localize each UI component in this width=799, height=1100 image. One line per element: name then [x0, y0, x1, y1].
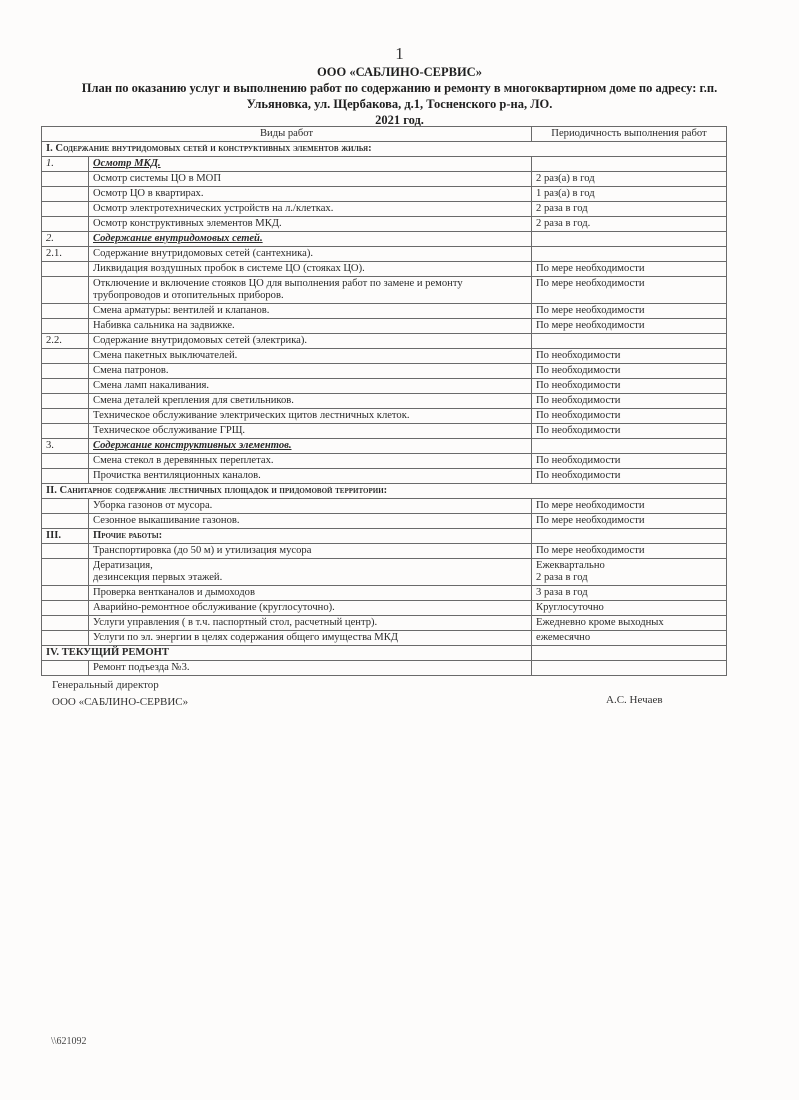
work-cell: Ремонт подъезда №3. [89, 661, 532, 676]
period-cell: По необходимости [532, 424, 727, 439]
table-row [42, 349, 727, 364]
period-cell: По мере необходимости [532, 262, 727, 277]
subsection-3-row [42, 439, 727, 454]
work-cell [89, 559, 532, 586]
work-cell: Услуги управления ( в т.ч. паспортный стол, расчетный центр). [89, 616, 532, 631]
table-row [42, 277, 727, 304]
table-row [42, 262, 727, 277]
period-cell: По необходимости [532, 394, 727, 409]
subsection-title: Осмотр МКД. [93, 158, 161, 169]
table-row [42, 187, 727, 202]
work-cell: Прочистка вентиляционных каналов. [89, 469, 532, 484]
table-header-row [42, 127, 727, 142]
work-cell: Смена арматуры: вентилей и клапанов. [89, 304, 532, 319]
subsection-title: Содержание внутридомовых сетей (сантехника). [89, 247, 532, 262]
section-1-title: I. Содержание внутридомовых сетей и конструктивных элементов жилья: [42, 142, 727, 157]
table-row [42, 364, 727, 379]
subsection-number: 3. [42, 439, 89, 454]
work-line-1: Дератизация, [93, 560, 153, 571]
page-number: 1 [395, 44, 404, 63]
work-cell: Осмотр электротехнических устройств на л./клетках. [89, 202, 532, 217]
work-cell: Транспортировка (до 50 м) и утилизация мусора [89, 544, 532, 559]
period-cell: По необходимости [532, 364, 727, 379]
table-row [42, 469, 727, 484]
table-row [42, 586, 727, 601]
work-cell: Набивка сальника на задвижке. [89, 319, 532, 334]
table-row [42, 217, 727, 232]
period-cell: По необходимости [532, 409, 727, 424]
table-row [42, 319, 727, 334]
table-row [42, 379, 727, 394]
subsection-number: 2.1. [42, 247, 89, 262]
period-cell: ежемесячно [532, 631, 727, 646]
work-cell: Уборка газонов от мусора. [89, 499, 532, 514]
work-cell: Смена стекол в деревянных переплетах. [89, 454, 532, 469]
signatory-position: Генеральный директор [52, 679, 159, 691]
section-3-title: Прочие работы: [89, 529, 532, 544]
subsection-number: 2.2. [42, 334, 89, 349]
period-cell: 1 раз(а) в год [532, 187, 727, 202]
period-cell: Ежедневно кроме выходных [532, 616, 727, 631]
period-cell: 3 раза в год [532, 586, 727, 601]
work-cell: Аварийно-ремонтное обслуживание (круглосуточно). [89, 601, 532, 616]
work-cell: Смена ламп накаливания. [89, 379, 532, 394]
work-cell: Ликвидация воздушных пробок в системе ЦО (стояках ЦО). [89, 262, 532, 277]
year: 2021 год. [375, 113, 424, 127]
work-cell: Услуги по эл. энергии в целях содержания общего имущества МКД [89, 631, 532, 646]
work-cell: Смена патронов. [89, 364, 532, 379]
period-cell: По мере необходимости [532, 304, 727, 319]
section-3-row [42, 529, 727, 544]
table-row [42, 454, 727, 469]
period-cell [532, 559, 727, 586]
period-cell: По мере необходимости [532, 277, 727, 304]
work-line-2: трубопроводов и отопительных приборов. [93, 290, 284, 301]
subsection-number: 2. [42, 232, 89, 247]
column-header-work: Виды работ [42, 127, 532, 142]
table-row [42, 424, 727, 439]
title-line-1: План по оказанию услуг и выполнению работ по содержанию и ремонту в многоквартирном доме по адресу: г.п. [81, 81, 718, 95]
work-cell: Техническое обслуживание электрических щитов лестничных клеток. [89, 409, 532, 424]
period-line-1: Ежеквартально [536, 560, 605, 571]
period-cell: 2 раза в год [532, 202, 727, 217]
period-cell: 2 раза в год. [532, 217, 727, 232]
work-cell: Осмотр системы ЦО в МОП [89, 172, 532, 187]
work-cell: Осмотр ЦО в квартирах. [89, 187, 532, 202]
section-2-row [42, 484, 727, 499]
section-3-number: III. [42, 529, 89, 544]
table-row [42, 616, 727, 631]
period-cell [532, 661, 727, 676]
table-row [42, 202, 727, 217]
work-plan-table [41, 126, 727, 676]
subsection-number: 1. [42, 157, 89, 172]
work-cell: Техническое обслуживание ГРЩ. [89, 424, 532, 439]
section-2-title: II. Санитарное содержание лестничных площадок и придомовой территории: [42, 484, 727, 499]
document-header [0, 64, 799, 128]
section-4-title: IV. ТЕКУЩИЙ РЕМОНТ [42, 646, 532, 661]
footer-code: \\621092 [51, 1036, 87, 1047]
work-line-1: Отключение и включение стояков ЦО для выполнения работ по замене и ремонту [93, 278, 463, 289]
table-row [42, 544, 727, 559]
subsection-title: Содержание внутридомовых сетей. [93, 233, 263, 244]
column-header-period: Периодичность выполнения работ [532, 127, 727, 142]
signatory-name: А.С. Нечаев [606, 694, 663, 706]
period-cell: По необходимости [532, 349, 727, 364]
period-cell: По мере необходимости [532, 544, 727, 559]
table-row [42, 661, 727, 676]
table-row [42, 409, 727, 424]
work-cell: Сезонное выкашивание газонов. [89, 514, 532, 529]
table-row [42, 601, 727, 616]
table-row [42, 304, 727, 319]
work-cell: Осмотр конструктивных элементов МКД. [89, 217, 532, 232]
period-cell: По необходимости [532, 379, 727, 394]
period-cell: По мере необходимости [532, 319, 727, 334]
work-cell: Смена пакетных выключателей. [89, 349, 532, 364]
period-cell: Круглосуточно [532, 601, 727, 616]
subsection-title: Содержание внутридомовых сетей (электрика). [89, 334, 532, 349]
period-line-2: 2 раза в год [536, 572, 588, 583]
table-row [42, 499, 727, 514]
work-cell: Проверка вентканалов и дымоходов [89, 586, 532, 601]
period-cell: По мере необходимости [532, 514, 727, 529]
section-4-row [42, 646, 727, 661]
company-name: ООО «САБЛИНО-СЕРВИС» [317, 65, 482, 79]
subsection-1-row [42, 157, 727, 172]
work-cell [89, 277, 532, 304]
period-cell: 2 раз(а) в год [532, 172, 727, 187]
period-cell: По необходимости [532, 454, 727, 469]
period-cell: По мере необходимости [532, 499, 727, 514]
table-row [42, 394, 727, 409]
section-1-row [42, 142, 727, 157]
subsection-2-2-row [42, 334, 727, 349]
table-row [42, 559, 727, 586]
signatory-company: ООО «САБЛИНО-СЕРВИС» [52, 696, 189, 708]
subsection-2-1-row [42, 247, 727, 262]
table-row [42, 172, 727, 187]
work-cell: Смена деталей крепления для светильников. [89, 394, 532, 409]
period-cell: По необходимости [532, 469, 727, 484]
work-line-2: дезинсекция первых этажей. [93, 572, 223, 583]
subsection-2-row [42, 232, 727, 247]
subsection-title: Содержание конструктивных элементов. [93, 440, 292, 451]
table-row [42, 631, 727, 646]
table-row [42, 514, 727, 529]
signature-block [52, 677, 188, 711]
title-line-2: Ульяновка, ул. Щербакова, д.1, Тосненского р-на, ЛО. [246, 97, 553, 111]
